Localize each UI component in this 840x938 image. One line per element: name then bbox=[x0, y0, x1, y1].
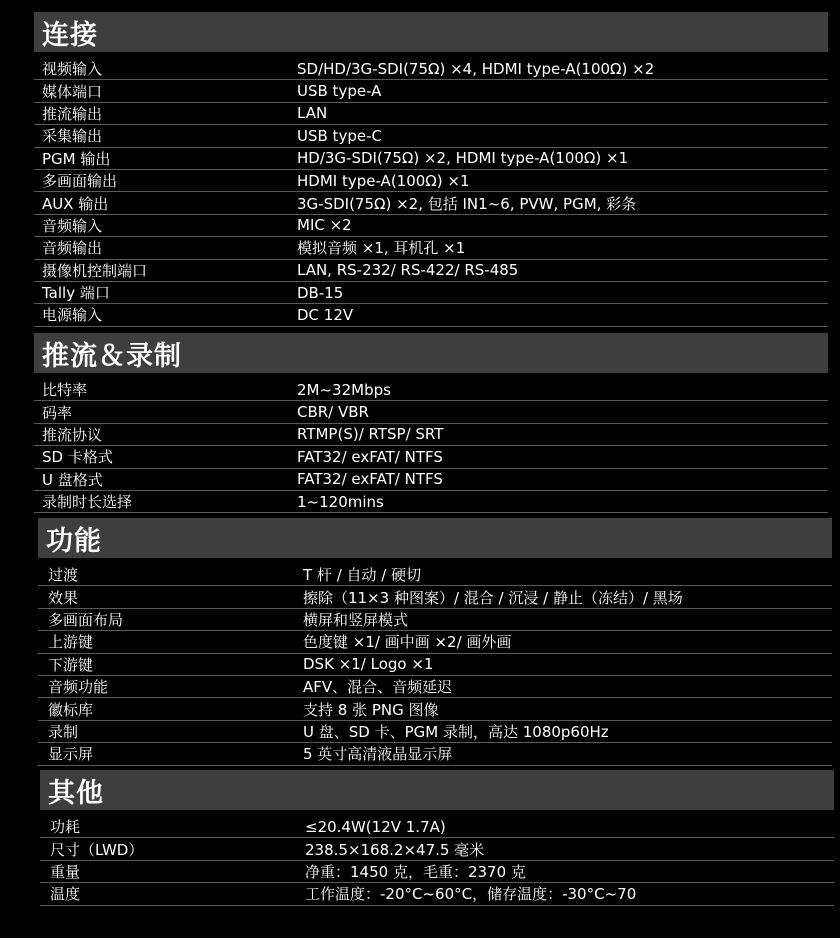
spec-value: USB type-C bbox=[297, 126, 382, 145]
section-features bbox=[38, 518, 832, 766]
spec-row bbox=[38, 654, 832, 676]
spec-row bbox=[34, 103, 828, 125]
spec-value: 238.5×168.2×47.5 毫米 bbox=[305, 840, 485, 859]
spec-value: 横屏和竖屏模式 bbox=[303, 610, 409, 629]
spec-row bbox=[38, 586, 832, 608]
spec-row bbox=[34, 379, 828, 401]
spec-key: 尺寸（LWD） bbox=[50, 840, 144, 859]
spec-key: 多画面输出 bbox=[42, 172, 118, 191]
spec-key: 摄像机控制端口 bbox=[42, 261, 148, 280]
spec-row bbox=[38, 721, 832, 743]
spec-key: 采集输出 bbox=[42, 127, 103, 146]
spec-rows bbox=[34, 58, 828, 327]
spec-key: 推流输出 bbox=[42, 104, 103, 123]
section-title: 功能 bbox=[38, 518, 832, 558]
spec-key: 比特率 bbox=[42, 381, 88, 400]
spec-row bbox=[34, 491, 828, 513]
spec-row bbox=[34, 237, 828, 259]
spec-key: 徽标库 bbox=[48, 700, 94, 719]
spec-row bbox=[38, 743, 832, 765]
spec-key: 媒体端口 bbox=[42, 82, 103, 101]
spec-row bbox=[34, 58, 828, 80]
spec-rows bbox=[34, 379, 828, 513]
spec-row bbox=[34, 148, 828, 170]
spec-value: 1~120mins bbox=[297, 492, 384, 511]
spec-key: AUX 输出 bbox=[42, 194, 109, 213]
section-connection bbox=[34, 12, 828, 327]
spec-value: SD/HD/3G-SDI(75Ω) ×4, HDMI type-A(100Ω) ×2 bbox=[297, 59, 655, 78]
spec-value: ≤20.4W(12V 1.7A) bbox=[305, 817, 446, 836]
spec-value: 5 英寸高清液晶显示屏 bbox=[303, 745, 453, 764]
spec-key: 音频功能 bbox=[48, 678, 109, 697]
spec-key: 音频输入 bbox=[42, 216, 103, 235]
spec-key: 效果 bbox=[48, 588, 79, 607]
spec-value: LAN, RS-232/ RS-422/ RS-485 bbox=[297, 261, 519, 280]
spec-row bbox=[38, 609, 832, 631]
spec-row bbox=[34, 401, 828, 423]
spec-row bbox=[34, 424, 828, 446]
spec-row bbox=[38, 631, 832, 653]
spec-row bbox=[34, 80, 828, 102]
spec-value: MIC ×2 bbox=[297, 216, 352, 235]
spec-value: 工作温度：-20°C~60°C，储存温度：-30°C~70 bbox=[305, 885, 637, 904]
spec-value: AFV、混合、音频延迟 bbox=[303, 678, 453, 697]
spec-key: 重量 bbox=[50, 862, 81, 881]
spec-rows bbox=[40, 816, 834, 906]
spec-value: FAT32/ exFAT/ NTFS bbox=[297, 470, 443, 489]
spec-value: 擦除（11×3 种图案）/ 混合 / 沉浸 / 静止（冻结）/ 黑场 bbox=[303, 588, 683, 607]
spec-row bbox=[40, 838, 834, 860]
spec-value: 3G-SDI(75Ω) ×2, 包括 IN1~6, PVW, PGM, 彩条 bbox=[297, 194, 637, 213]
spec-key: 录制时长选择 bbox=[42, 493, 133, 512]
spec-key: PGM 输出 bbox=[42, 149, 111, 168]
spec-value: CBR/ VBR bbox=[297, 403, 369, 422]
section-title: 其他 bbox=[40, 770, 834, 810]
spec-row bbox=[34, 215, 828, 237]
spec-row bbox=[34, 304, 828, 326]
spec-value: DSK ×1/ Logo ×1 bbox=[303, 655, 434, 674]
spec-row bbox=[38, 564, 832, 586]
spec-key: 电源输入 bbox=[42, 306, 103, 325]
spec-value: 净重：1450 克，毛重：2370 克 bbox=[305, 862, 526, 881]
spec-key: SD 卡格式 bbox=[42, 448, 113, 467]
spec-value: HD/3G-SDI(75Ω) ×2, HDMI type-A(100Ω) ×1 bbox=[297, 149, 629, 168]
spec-key: 上游键 bbox=[48, 633, 94, 652]
spec-value: 2M~32Mbps bbox=[297, 380, 391, 399]
spec-value: 模拟音频 ×1, 耳机孔 ×1 bbox=[297, 239, 466, 258]
spec-value: 支持 8 张 PNG 图像 bbox=[303, 700, 439, 719]
spec-row bbox=[34, 282, 828, 304]
spec-key: 显示屏 bbox=[48, 745, 94, 764]
spec-value: LAN bbox=[297, 104, 328, 123]
spec-key: 推流协议 bbox=[42, 425, 103, 444]
spec-value: T 杆 / 自动 / 硬切 bbox=[303, 566, 422, 585]
spec-row bbox=[40, 883, 834, 905]
section-title: 连接 bbox=[34, 12, 828, 52]
spec-key: U 盘格式 bbox=[42, 470, 103, 489]
spec-key: 视频输入 bbox=[42, 60, 103, 79]
spec-key: 多画面布局 bbox=[48, 610, 124, 629]
spec-row bbox=[40, 816, 834, 838]
section-title: 推流＆录制 bbox=[34, 333, 828, 373]
spec-row bbox=[34, 192, 828, 214]
spec-row bbox=[38, 676, 832, 698]
spec-row bbox=[34, 125, 828, 147]
spec-key: 下游键 bbox=[48, 655, 94, 674]
spec-key: 温度 bbox=[50, 885, 81, 904]
spec-key: 功耗 bbox=[50, 818, 81, 837]
spec-key: 码率 bbox=[42, 403, 73, 422]
spec-key: 过渡 bbox=[48, 566, 79, 585]
spec-row bbox=[34, 170, 828, 192]
spec-row bbox=[38, 698, 832, 720]
spec-key: Tally 端口 bbox=[42, 284, 110, 303]
spec-row bbox=[34, 469, 828, 491]
spec-value: HDMI type-A(100Ω) ×1 bbox=[297, 171, 470, 190]
spec-key: 录制 bbox=[48, 722, 79, 741]
spec-value: RTMP(S)/ RTSP/ SRT bbox=[297, 425, 444, 444]
spec-row bbox=[40, 861, 834, 883]
spec-value: DC 12V bbox=[297, 305, 354, 324]
spec-rows bbox=[38, 564, 832, 766]
spec-value: U 盘、SD 卡、PGM 录制，高达 1080p60Hz bbox=[303, 722, 609, 741]
spec-key: 音频输出 bbox=[42, 239, 103, 258]
spec-row bbox=[34, 260, 828, 282]
spec-value: 色度键 ×1/ 画中画 ×2/ 画外画 bbox=[303, 633, 512, 652]
spec-value: DB-15 bbox=[297, 283, 344, 302]
spec-value: FAT32/ exFAT/ NTFS bbox=[297, 447, 443, 466]
spec-value: USB type-A bbox=[297, 82, 382, 101]
section-streaming-recording bbox=[34, 333, 828, 513]
spec-row bbox=[34, 446, 828, 468]
section-other bbox=[40, 770, 834, 906]
